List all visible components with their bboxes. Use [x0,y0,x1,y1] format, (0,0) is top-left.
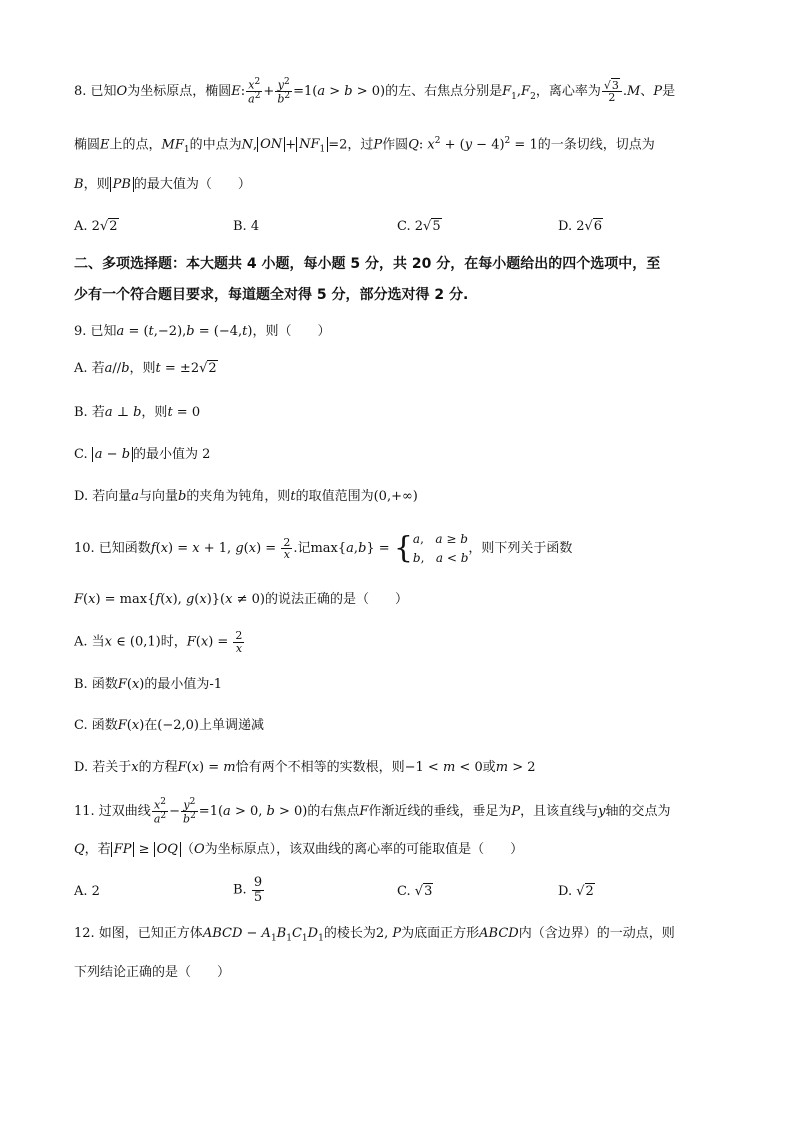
q9-text: 的取值范围为 [295,489,374,504]
q10-text: 的说法正确的是（ ） [264,592,408,607]
q8-text: 为坐标原点，椭圆 [127,84,232,100]
q11-text: 为坐标原点），该双曲线的离心率的可能取值是（ ） [204,842,524,857]
q8-text: 是 [662,84,676,100]
option-label: D. [558,219,573,234]
option-label: B. [233,882,247,898]
q11-text: 轴的交点为 [605,804,671,820]
q9-option-a: A. 若a//b，则t = ±2√2 [74,361,217,376]
q8-text: ，过 [347,137,374,153]
q10-line-2: F(x) = max{f(x), g(x)}(x ≠ 0)的说法正确的是（ ） [74,592,408,607]
q8-line-3: B，则 PB 的最大值为（ ） [74,177,251,192]
q12-line-2: 下列结论正确的是（ ） [74,965,231,980]
q8-line-2: 椭圆E上的点，$MF_1$的中点为N, ON + $NF_1 =2$，过P作圆Q: $x^2 + (y - 4)^2 = 1$的一条切线，切点为 [74,136,655,155]
frac-2-x: $\frac{2}{x}$ [283,535,291,562]
option-label: A. 2 [74,884,100,899]
q9-stem: 9. 已知a = (t,−2),b = (−4,t)，则（ ） [74,324,331,339]
frac-x2-a2: $\frac{x^2}{a^2}$ [248,77,261,106]
option-label: C. [397,884,411,899]
q10-text: ，则下列关于函数 [468,541,573,557]
option-label: B. 若 [74,405,105,420]
q9-text: ，则（ ） [252,324,331,339]
q8-text: 的最大值为（ ） [133,177,251,192]
q8-text: 上的点， [109,137,162,153]
q8-text: 椭圆 [74,137,101,153]
q10-option-d: D. 若关于x的方程F(x) = m恰有两个不相等的实数根，则−1 < m < 0或m > 2 [74,760,536,775]
frac-9-5: $\frac{9}{5}$ [253,875,263,905]
frac-y2-b2: $\frac{y^2}{b^2}$ [183,797,196,826]
q12-line-1: 12. 如图，已知正方体ABCD − $A_1B_1C_1D_1$的棱长为2, P为底面正方形ABCD内（含边界）的一动点，则 [74,926,675,944]
frac-2-x: $\frac{2}{x}$ [235,629,243,655]
q10-option-b: B. 函数F(x)的最小值为-1 [74,677,223,692]
frac-sqrt3-2: $\frac{√3}{2}$ [602,80,622,104]
q12-number: 12. 如图，已知正方体 [74,926,203,941]
option-label: A. [74,219,88,234]
q11-text: 作渐近线的垂线，垂足为 [368,804,512,820]
piecewise-cases: a, a ≥ b b, a < b [412,532,469,565]
q11-option-d: D. √2 [558,884,594,899]
q12-text: 内（含边界）的一动点，则 [518,926,675,941]
q11-option-a [74,884,100,899]
q9-option-c: C. a − b 的最小值为 2 [74,447,211,462]
q9-text: 的夹角为钝角，则 [186,489,291,504]
q8-text: 的中点为 [189,137,242,153]
q11-line-2: Q，若 FP ≥ OQ （O为坐标原点），该双曲线的离心率的可能取值是（ ） [74,842,524,857]
option-label: B. 函数 [74,677,118,692]
q8-line-1: 8. 已知O为坐标原点，椭圆E: $\frac{x^2}{a^2}$ + $\frac{y^2}{b^2}$ =1(a > b > 0)的左、右焦点分别是$F_1,F_2$，离心率为 $\frac{√3}{2}$ .M、P是 [74,77,676,106]
q8-option-c: C. 2√5 [397,219,441,234]
q10-text: 恰有两个不相等的实数根，则 [235,760,405,775]
q12-text: 的棱长为 [323,926,376,941]
section-2-heading-line-2: 少有一个符合题目要求，每道题全对得 5 分，部分选对得 2 分. [74,287,469,303]
q8-option-a: A. 2√2 [74,219,118,234]
q9-text: 与向量 [139,489,179,504]
option-label: C. 函数 [74,718,118,733]
option-label: C. [397,219,411,234]
q10-option-c: C. 函数F(x)在(−2,0)上单调递减 [74,718,265,733]
q10-text: 的最小值为-1 [144,677,223,692]
q9-text: ，则 [129,361,156,376]
option-label: D. [558,884,573,899]
q10-stem: 10. 已知函数f(x) = x + 1, g(x) = $\frac{2}{x}$ .记max{a,b} = {a, a ≥ b b, a < b，则下列关于函数 [74,530,573,566]
q11-text: （ [180,842,194,857]
frac-y2-b2: $\frac{y^2}{b^2}$ [277,77,291,106]
q11-text: ，若 [84,842,111,857]
q10-text: 上单调递减 [199,718,265,733]
q8-text: 作圆 [382,137,409,153]
q8-text: 的一条切线，切点为 [537,137,655,153]
q10-text: 记 [297,541,311,557]
q8-text: ，离心率为 [535,84,601,100]
q8-text: ，则 [83,177,110,192]
section-2-heading-line-1: 二、多项选择题：本大题共 4 小题，每小题 5 分，共 20 分，在每小题给出的四个选项中，至 [74,256,661,272]
option-label: A. 当 [74,634,105,650]
q9-text: 的最小值为 2 [133,447,211,462]
q11-number: 11. 过双曲线 [74,804,151,820]
q10-option-a: A. 当x ∈ (0,1)时，F(x) = $\frac{2}{x}$ [74,629,243,655]
q9-text: ，则 [141,405,168,420]
frac-x2-a2: $\frac{x^2}{a^2}$ [153,797,167,826]
option-label: B. 4 [233,219,260,234]
q11-stem: 11. 过双曲线 $\frac{x^2}{a^2}$ − $\frac{y^2}{b^2}$ =1(a > 0, b > 0)的右焦点F作渐近线的垂线，垂足为P，且该直线与y轴的交点为 [74,797,671,826]
q10-text: 或 [482,760,496,775]
option-label: D. 若关于 [74,760,132,775]
q10-text: 在 [144,718,158,733]
q10-text: 时， [160,634,187,650]
q10-text: 的方程 [138,760,178,775]
q8-number: 8. 已知 [74,84,117,100]
q11-text: ，且该直线与 [520,804,599,820]
q9-number: 9. 已知 [74,324,117,339]
q9-option-d: D. 若向量a与向量b的夹角为钝角，则t的取值范围为(0,+∞) [74,489,418,504]
q8-text: 的左、右焦点分别是 [385,84,503,100]
q10-number: 10. 已知函数 [74,541,151,557]
q11-option-b [233,876,265,904]
option-label: A. 若 [74,361,105,376]
option-label: D. 若向量 [74,489,132,504]
q11-option-c: C. √3 [397,884,433,899]
q12-text: 为底面正方形 [401,926,480,941]
q11-text: 的右焦点 [307,804,360,820]
q8-option-d: D. 2√6 [558,219,603,234]
q8-option-b [233,219,259,234]
option-label: C. [74,447,88,462]
q9-option-b: B. 若a ⊥ b，则t = 0 [74,405,201,420]
